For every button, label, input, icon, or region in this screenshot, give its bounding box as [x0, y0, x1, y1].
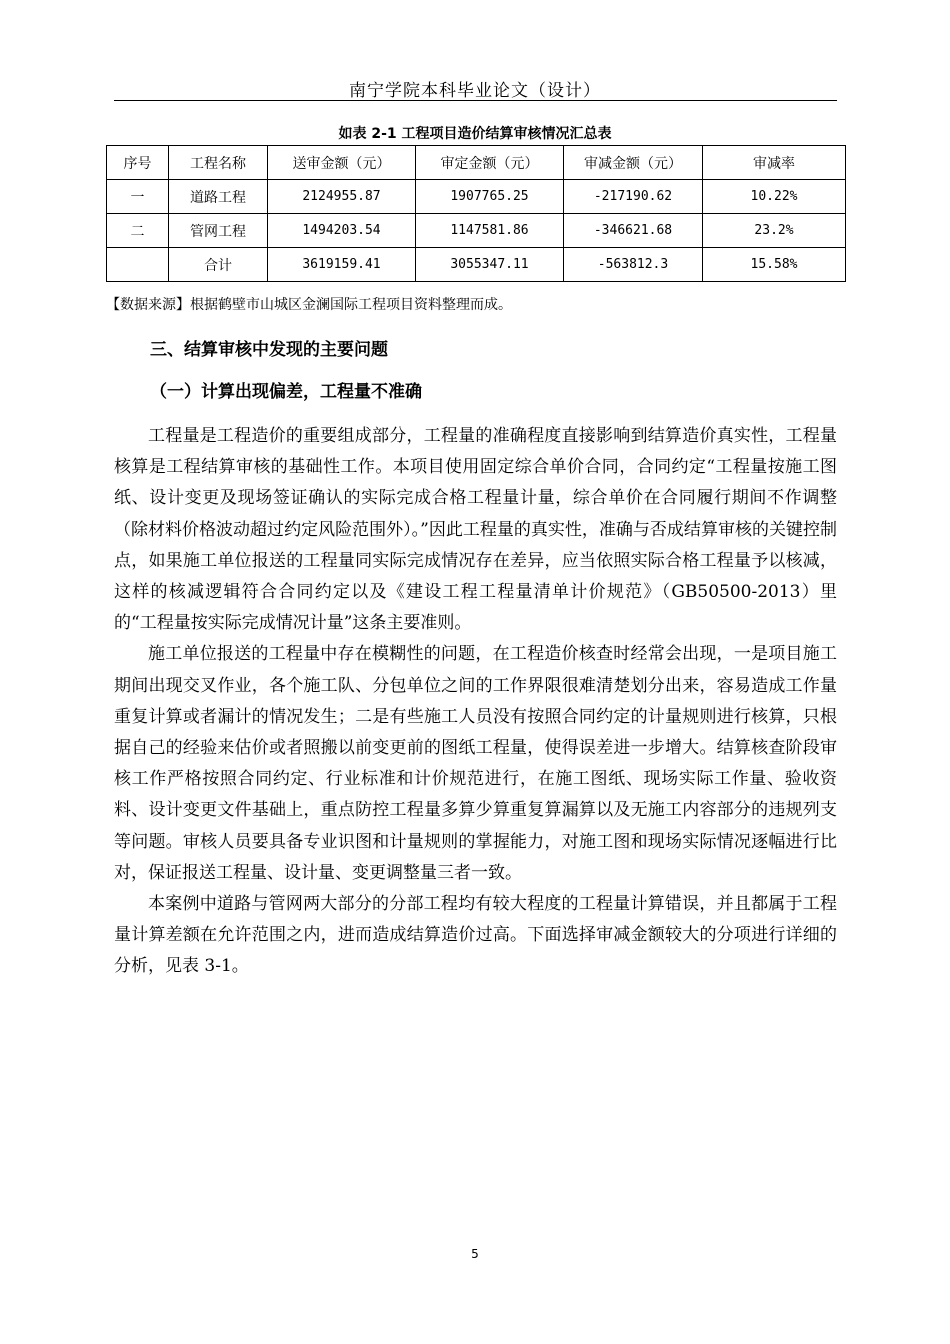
table-cell: -563812.3	[564, 248, 703, 282]
column-header: 序号	[107, 146, 169, 180]
body-text	[114, 421, 837, 983]
column-header: 审减金额（元）	[564, 146, 703, 180]
table-row	[107, 214, 846, 248]
table-cell: 3055347.11	[416, 248, 564, 282]
table-cell: 一	[107, 180, 169, 214]
table-cell: 1494203.54	[268, 214, 416, 248]
table-header-row	[107, 146, 846, 180]
paragraph: 施工单位报送的工程量中存在模糊性的问题，在工程造价核查时经常会出现，一是项目施工期间出现交叉作业，各个施工队、分包单位之间的工作界限很难清楚划分出来，容易造成工作量重复计算或者漏计的情况发生；二是有些施工人员没有按照合同约定的计量规则进行核算，只根据自己的经验来估价或者照搬以前变更前的图纸工程量，使得误差进一步增大。结算核查阶段审核工作严格按照合同约定、行业标准和计价规范进行，在施工图纸、现场实际工作量、验收资料、设计变更文件基础上，重点防控工程量多算少算重复算漏算以及无施工内容部分的违规列支等问题。审核人员要具备专业识图和计量规则的掌握能力，对施工图和现场实际情况逐幅进行比对，保证报送工程量、设计量、变更调整量三者一致。	[114, 644, 837, 883]
data-source-note: 【数据来源】根据鹤壁市山城区金澜国际工程项目资料整理而成。	[106, 297, 512, 313]
table-cell: 道路工程	[169, 180, 268, 214]
column-header: 送审金额（元）	[268, 146, 416, 180]
table-cell: 1147581.86	[416, 214, 564, 248]
table-cell: 3619159.41	[268, 248, 416, 282]
table-cell: 2124955.87	[268, 180, 416, 214]
page-number: 5	[471, 1247, 479, 1261]
table-cell	[107, 248, 169, 282]
audit-summary-table	[106, 145, 846, 282]
table-total-row	[107, 248, 846, 282]
header-divider	[114, 100, 837, 101]
subsection-heading: （一）计算出现偏差，工程量不准确	[150, 382, 422, 402]
table-cell: -217190.62	[564, 180, 703, 214]
table-cell: 合计	[169, 248, 268, 282]
table-cell: -346621.68	[564, 214, 703, 248]
paragraph: 工程量是工程造价的重要组成部分，工程量的准确程度直接影响到结算造价真实性，工程量核算是工程结算审核的基础性工作。本项目使用固定综合单价合同，合同约定“工程量按施工图纸、设计变更及现场签证确认的实际完成合格工程量计量，综合单价在合同履行期间不作调整（除材料价格波动超过约定风险范围外）。”因此工程量的真实性，准确与否成结算审核的关键控制点，如果施工单位报送的工程量同实际完成情况存在差异，应当依照实际合格工程量予以核减，这样的核减逻辑符合合同约定以及《建设工程工程量清单计价规范》（GB50500-2013）里的“工程量按实际完成情况计量”这条主要准则。	[114, 426, 837, 634]
table-cell: 管网工程	[169, 214, 268, 248]
table-cell: 二	[107, 214, 169, 248]
table-cell: 10.22%	[703, 180, 846, 214]
column-header: 审减率	[703, 146, 846, 180]
paragraph: 本案例中道路与管网两大部分的分部工程均有较大程度的工程量计算错误，并且都属于工程量计算差额在允许范围之内，进而造成结算造价过高。下面选择审减金额较大的分项进行详细的分析，见表 3-1。	[114, 894, 837, 977]
table-cell: 23.2%	[703, 214, 846, 248]
column-header: 工程名称	[169, 146, 268, 180]
table-cell: 1907765.25	[416, 180, 564, 214]
table-caption: 如表 2-1 工程项目造价结算审核情况汇总表	[338, 126, 612, 142]
section-heading: 三、结算审核中发现的主要问题	[150, 340, 388, 360]
table-cell: 15.58%	[703, 248, 846, 282]
page-header: 南宁学院本科毕业论文（设计）	[349, 81, 601, 101]
column-header: 审定金额（元）	[416, 146, 564, 180]
table-row	[107, 180, 846, 214]
